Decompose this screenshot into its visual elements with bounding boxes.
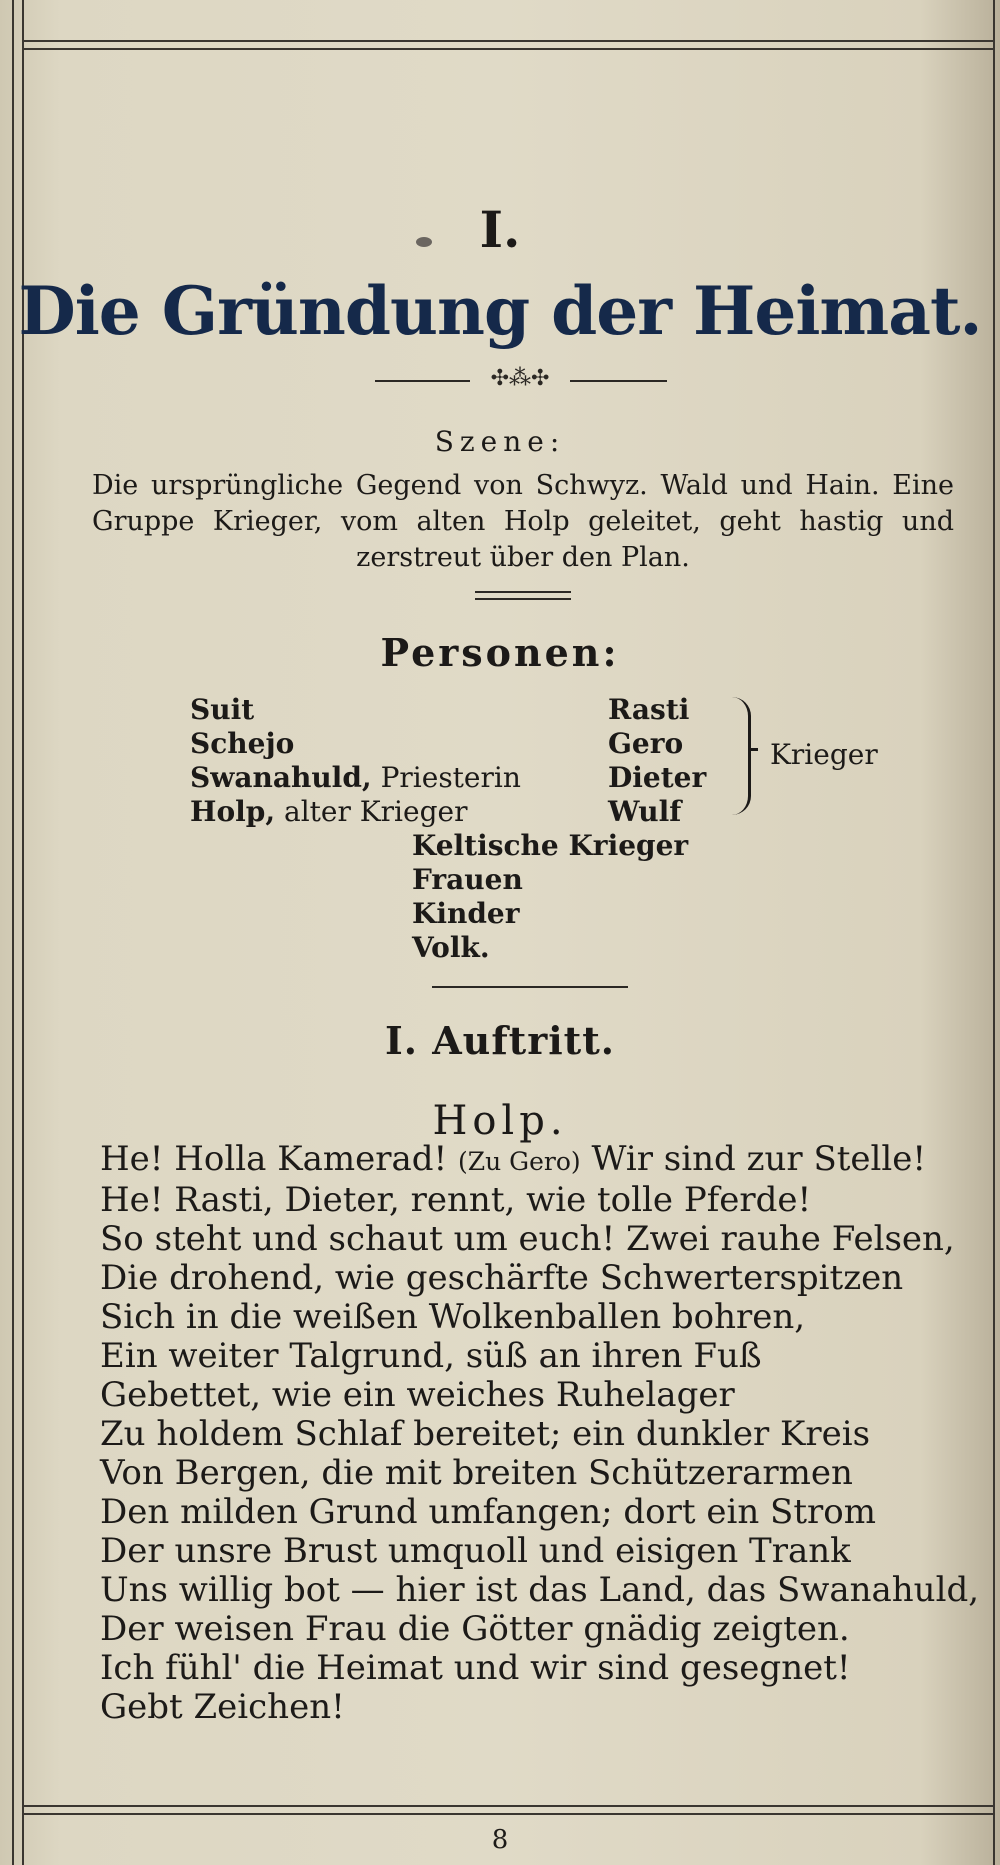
- verse-line: Die drohend, wie geschärfte Schwerterspitzen: [100, 1258, 904, 1298]
- cast-name: Swanahuld,: [190, 761, 372, 794]
- cast-entry: [190, 761, 521, 795]
- cast-name: Volk.: [412, 931, 490, 964]
- persons-label: Personen:: [380, 630, 620, 675]
- verse-line: Der weisen Frau die Götter gnädig zeigten.: [100, 1609, 850, 1649]
- cast-right-column: [608, 693, 706, 829]
- cast-name: Gero: [608, 727, 684, 760]
- cast-entry: [190, 795, 521, 829]
- verse-line: Sich in die weißen Wolkenballen bohren,: [100, 1297, 806, 1337]
- cast-name: Kinder: [412, 897, 520, 930]
- ornament-icon: ✣⁂✣: [490, 366, 550, 391]
- verse-line: Gebettet, wie ein weiches Ruhelager: [100, 1375, 735, 1415]
- group-label: Krieger: [770, 738, 878, 771]
- group-bracket: [732, 697, 751, 815]
- ornament-line-right: [570, 380, 667, 382]
- verse-line: Von Bergen, die mit breiten Schützerarmen: [100, 1453, 853, 1493]
- verse-block: [100, 1140, 980, 1727]
- double-rule-bottom: [475, 598, 571, 600]
- cast-role: Priesterin: [380, 761, 521, 794]
- group-bracket-tip: [748, 748, 758, 751]
- cast-name: Keltische Krieger: [412, 829, 689, 862]
- stage-direction: (Zu Gero): [457, 1147, 581, 1176]
- verse-line: Ich fühl' die Heimat und wir sind gesegnet!: [100, 1648, 851, 1688]
- cast-name: Frauen: [412, 863, 523, 896]
- cast-role: alter Krieger: [284, 795, 468, 828]
- cast-name: Holp,: [190, 795, 276, 828]
- page-number: 8: [491, 1825, 509, 1855]
- cast-name: Schejo: [190, 727, 295, 760]
- verse-line: Ein weiter Talgrund, süß an ihren Fuß: [100, 1336, 762, 1376]
- scene-label: Szene:: [434, 425, 566, 458]
- bottom-rule-1: [22, 1805, 994, 1807]
- chapter-title: Die Gründung der Heimat.: [18, 272, 982, 350]
- verse-line: So steht und schaut um euch! Zwei rauhe Felsen,: [100, 1219, 955, 1259]
- cast-name: Suit: [190, 693, 255, 726]
- verse-line: Zu holdem Schlaf bereitet; ein dunkler Kreis: [100, 1414, 871, 1454]
- verse-segment: Wir sind zur Stelle!: [591, 1139, 927, 1179]
- double-rule-top: [475, 591, 571, 593]
- scene-description: Die ursprüngliche Gegend von Schwyz. Wald und Hain. Eine Gruppe Krieger, vom alten Holp geleitet, geht hastig und zerstreut über den Plan.: [92, 470, 954, 573]
- verse-line: Der unsre Brust umquoll und eisigen Trank: [100, 1531, 851, 1571]
- section-rule: [432, 986, 628, 988]
- verse-line: [100, 1140, 980, 1181]
- chapter-numeral: I.: [479, 200, 521, 259]
- verse-line: Uns willig bot — hier ist das Land, das Swanahuld,: [100, 1570, 980, 1610]
- cast-entry: [190, 727, 521, 761]
- cast-name: Dieter: [608, 761, 707, 794]
- cast-entry: [190, 693, 521, 727]
- cast-name: Rasti: [608, 693, 690, 726]
- bottom-rule-2: [22, 1813, 994, 1815]
- top-rule-1: [22, 40, 994, 42]
- cast-extra-column: [412, 829, 688, 965]
- verse-line: He! Rasti, Dieter, rennt, wie tolle Pferde!: [100, 1180, 812, 1220]
- speaker-name: Holp.: [432, 1098, 568, 1144]
- act-heading: I. Auftritt.: [384, 1018, 616, 1063]
- verse-line: Den milden Grund umfangen; dort ein Strom: [100, 1492, 876, 1532]
- top-rule-2: [22, 48, 994, 50]
- verse-segment: He! Holla Kamerad!: [100, 1139, 448, 1179]
- cast-left-column: [190, 693, 521, 829]
- ornament-line-left: [375, 380, 470, 382]
- verse-line: Gebt Zeichen!: [100, 1687, 345, 1727]
- cast-name: Wulf: [608, 795, 682, 828]
